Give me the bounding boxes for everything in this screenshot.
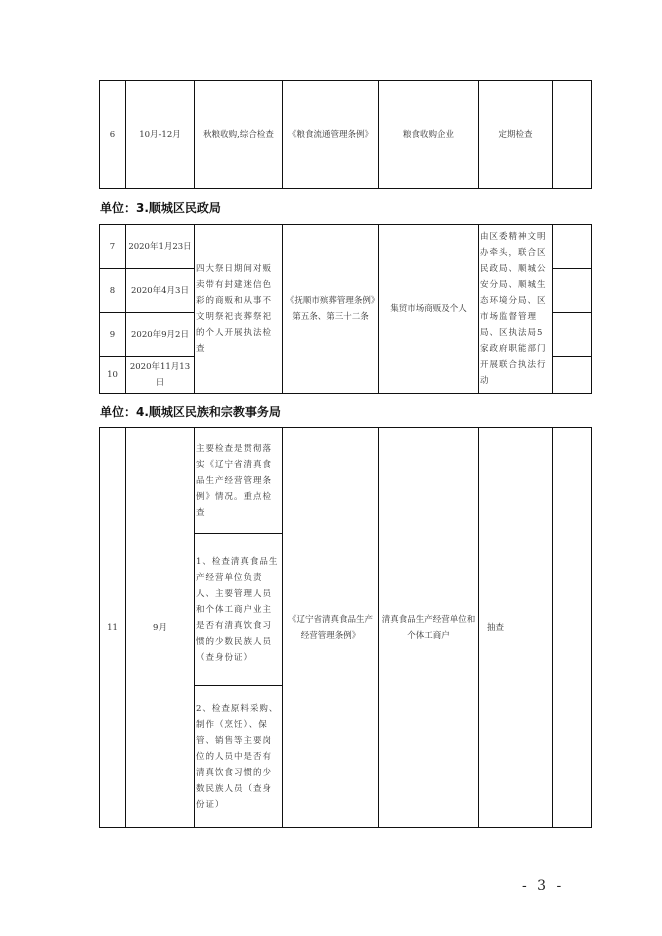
row-date: 2020年1月23日	[126, 225, 195, 269]
row-target: 清真食品生产经营单位和个体工商户	[379, 428, 479, 828]
row-note	[553, 269, 592, 313]
page-number: - 3 -	[522, 878, 565, 894]
table-row	[100, 81, 592, 189]
row-content-item-1: 1、检查清真食品生产经营单位负责人、主要管理人员和个体工商户业主是否有清真饮食习惯的少数民族人员（查身份证）	[195, 534, 283, 686]
row-content: 四大祭日期间对贩卖带有封建迷信色彩的商贩和从事不文明祭祀丧葬祭祀的个人开展执法检查	[195, 225, 283, 394]
row-no: 9	[100, 313, 126, 357]
row-no: 11	[100, 428, 126, 828]
row-note	[553, 428, 592, 828]
unit-heading-4: 单位：4.顺城区民族和宗教事务局	[100, 405, 281, 419]
row-content: 秋粮收购,综合检查	[195, 81, 283, 189]
table-ethnic-affairs	[99, 427, 592, 828]
row-no: 10	[100, 357, 126, 394]
row-note	[553, 81, 592, 189]
row-content-item-2: 2、检查原料采购、制作（烹饪）、保管、销售等主要岗位的人员中是否有清真饮食习惯的少数民族人员（查身份证）	[195, 686, 283, 828]
table-row	[100, 225, 592, 269]
row-target: 集贸市场商贩及个人	[379, 225, 479, 394]
row-method: 抽查	[479, 428, 553, 828]
table-row	[100, 428, 592, 534]
row-note	[553, 313, 592, 357]
row-time: 9月	[126, 428, 195, 828]
row-no: 6	[100, 81, 126, 189]
row-note	[553, 357, 592, 394]
table-grain	[99, 80, 592, 189]
row-time: 10月-12月	[126, 81, 195, 189]
row-basis: 《抚顺市殡葬管理条例》第五条、第三十二条	[283, 225, 379, 394]
row-no: 8	[100, 269, 126, 313]
unit-heading-3: 单位：3.顺城区民政局	[100, 201, 221, 215]
row-date: 2020年11月13日	[126, 357, 195, 394]
row-method: 定期检查	[479, 81, 553, 189]
row-basis: 《辽宁省清真食品生产经营管理条例》	[283, 428, 379, 828]
row-date: 2020年9月2日	[126, 313, 195, 357]
row-basis: 《粮食流通管理条例》	[283, 81, 379, 189]
table-civil-affairs	[99, 224, 592, 394]
row-date: 2020年4月3日	[126, 269, 195, 313]
row-target: 粮食收购企业	[379, 81, 479, 189]
row-content-intro: 主要检查是贯彻落实《辽宁省清真食品生产经营管理条例》情况。重点检查	[195, 428, 283, 534]
row-note	[553, 225, 592, 269]
row-no: 7	[100, 225, 126, 269]
row-method: 由区委精神文明办牵头，联合区民政局、顺城公安分局、顺城生态环境分局、区市场监督管理局、区执法局5家政府职能部门开展联合执法行动	[479, 225, 553, 394]
